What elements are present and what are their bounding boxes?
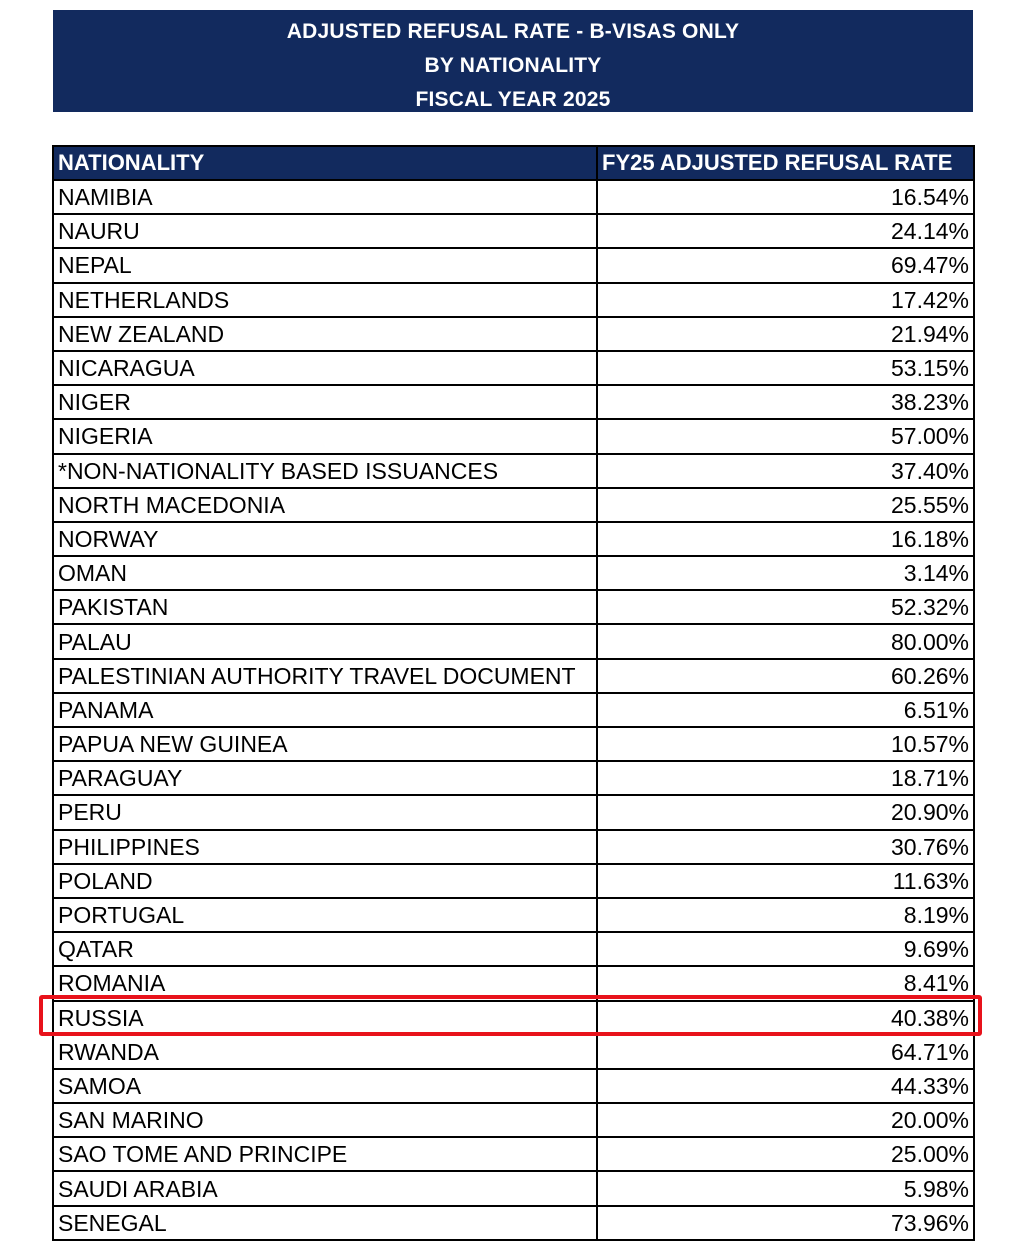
table-row: [53, 488, 974, 522]
table-row: [53, 419, 974, 453]
table-row: [53, 1206, 974, 1240]
nationality-cell: PARAGUAY: [53, 761, 597, 795]
rate-cell: 9.69%: [597, 932, 974, 966]
table-row: [53, 932, 974, 966]
title-line-3: FISCAL YEAR 2025: [415, 88, 611, 111]
nationality-cell: QATAR: [53, 932, 597, 966]
nationality-cell: NIGER: [53, 385, 597, 419]
nationality-cell: NICARAGUA: [53, 351, 597, 385]
table-row: [53, 522, 974, 556]
nationality-cell: RUSSIA: [53, 1001, 597, 1035]
table-row: [53, 830, 974, 864]
nationality-cell: ROMANIA: [53, 966, 597, 1000]
nationality-cell: NORTH MACEDONIA: [53, 488, 597, 522]
nationality-cell: SAO TOME AND PRINCIPE: [53, 1137, 597, 1171]
nationality-cell: PORTUGAL: [53, 898, 597, 932]
rate-cell: 10.57%: [597, 727, 974, 761]
nationality-cell: NAMIBIA: [53, 180, 597, 214]
table-row: [53, 454, 974, 488]
nationality-cell: PAPUA NEW GUINEA: [53, 727, 597, 761]
table-row: [53, 590, 974, 624]
rate-cell: 38.23%: [597, 385, 974, 419]
rate-cell: 20.00%: [597, 1103, 974, 1137]
rate-cell: 5.98%: [597, 1171, 974, 1205]
nationality-cell: NAURU: [53, 214, 597, 248]
rate-cell: 69.47%: [597, 248, 974, 282]
title-banner: [53, 10, 973, 112]
nationality-cell: RWANDA: [53, 1035, 597, 1069]
table-row: [53, 1137, 974, 1171]
rate-cell: 16.54%: [597, 180, 974, 214]
table-row: [53, 1069, 974, 1103]
nationality-cell: PERU: [53, 795, 597, 829]
table-row: [53, 180, 974, 214]
table-row: [53, 624, 974, 658]
rate-cell: 25.00%: [597, 1137, 974, 1171]
table-header-row: [53, 146, 974, 180]
title-line-2: BY NATIONALITY: [424, 54, 602, 77]
table-row: [53, 659, 974, 693]
rate-cell: 25.55%: [597, 488, 974, 522]
rate-cell: 80.00%: [597, 624, 974, 658]
table-row: [53, 1001, 974, 1035]
table-body: [53, 180, 974, 1240]
rate-cell: 37.40%: [597, 454, 974, 488]
title-line-1: ADJUSTED REFUSAL RATE - B-VISAS ONLY: [286, 20, 740, 43]
table-row: [53, 351, 974, 385]
table-row: [53, 385, 974, 419]
nationality-cell: SAMOA: [53, 1069, 597, 1103]
table-row: [53, 693, 974, 727]
nationality-cell: *NON-NATIONALITY BASED ISSUANCES: [53, 454, 597, 488]
rate-cell: 8.41%: [597, 966, 974, 1000]
nationality-cell: PAKISTAN: [53, 590, 597, 624]
nationality-cell: NORWAY: [53, 522, 597, 556]
header-refusal-rate: FY25 ADJUSTED REFUSAL RATE: [597, 146, 974, 180]
rate-cell: 3.14%: [597, 556, 974, 590]
rate-cell: 64.71%: [597, 1035, 974, 1069]
table-row: [53, 214, 974, 248]
table-row: [53, 1103, 974, 1137]
rate-cell: 44.33%: [597, 1069, 974, 1103]
table-row: [53, 864, 974, 898]
nationality-cell: SENEGAL: [53, 1206, 597, 1240]
table-row: [53, 556, 974, 590]
nationality-cell: NEPAL: [53, 248, 597, 282]
rate-cell: 53.15%: [597, 351, 974, 385]
header-nationality: NATIONALITY: [53, 146, 597, 180]
table-row: [53, 966, 974, 1000]
nationality-cell: POLAND: [53, 864, 597, 898]
nationality-cell: OMAN: [53, 556, 597, 590]
table-row: [53, 898, 974, 932]
rate-cell: 20.90%: [597, 795, 974, 829]
nationality-cell: PHILIPPINES: [53, 830, 597, 864]
table-row: [53, 248, 974, 282]
nationality-cell: SAUDI ARABIA: [53, 1171, 597, 1205]
rate-cell: 60.26%: [597, 659, 974, 693]
nationality-cell: NEW ZEALAND: [53, 317, 597, 351]
nationality-cell: PANAMA: [53, 693, 597, 727]
table-row: [53, 1035, 974, 1069]
rate-cell: 21.94%: [597, 317, 974, 351]
rate-cell: 73.96%: [597, 1206, 974, 1240]
rate-cell: 40.38%: [597, 1001, 974, 1035]
rate-cell: 6.51%: [597, 693, 974, 727]
rate-cell: 57.00%: [597, 419, 974, 453]
refusal-rate-table: [52, 145, 975, 1241]
nationality-cell: PALESTINIAN AUTHORITY TRAVEL DOCUMENT: [53, 659, 597, 693]
table-row: [53, 795, 974, 829]
rate-cell: 52.32%: [597, 590, 974, 624]
rate-cell: 11.63%: [597, 864, 974, 898]
nationality-cell: PALAU: [53, 624, 597, 658]
table-row: [53, 761, 974, 795]
rate-cell: 17.42%: [597, 283, 974, 317]
rate-cell: 16.18%: [597, 522, 974, 556]
nationality-cell: NIGERIA: [53, 419, 597, 453]
table-row: [53, 317, 974, 351]
rate-cell: 24.14%: [597, 214, 974, 248]
nationality-cell: SAN MARINO: [53, 1103, 597, 1137]
nationality-cell: NETHERLANDS: [53, 283, 597, 317]
table-row: [53, 1171, 974, 1205]
rate-cell: 30.76%: [597, 830, 974, 864]
refusal-rate-table-container: [52, 145, 973, 1241]
table-row: [53, 283, 974, 317]
rate-cell: 18.71%: [597, 761, 974, 795]
rate-cell: 8.19%: [597, 898, 974, 932]
table-row: [53, 727, 974, 761]
